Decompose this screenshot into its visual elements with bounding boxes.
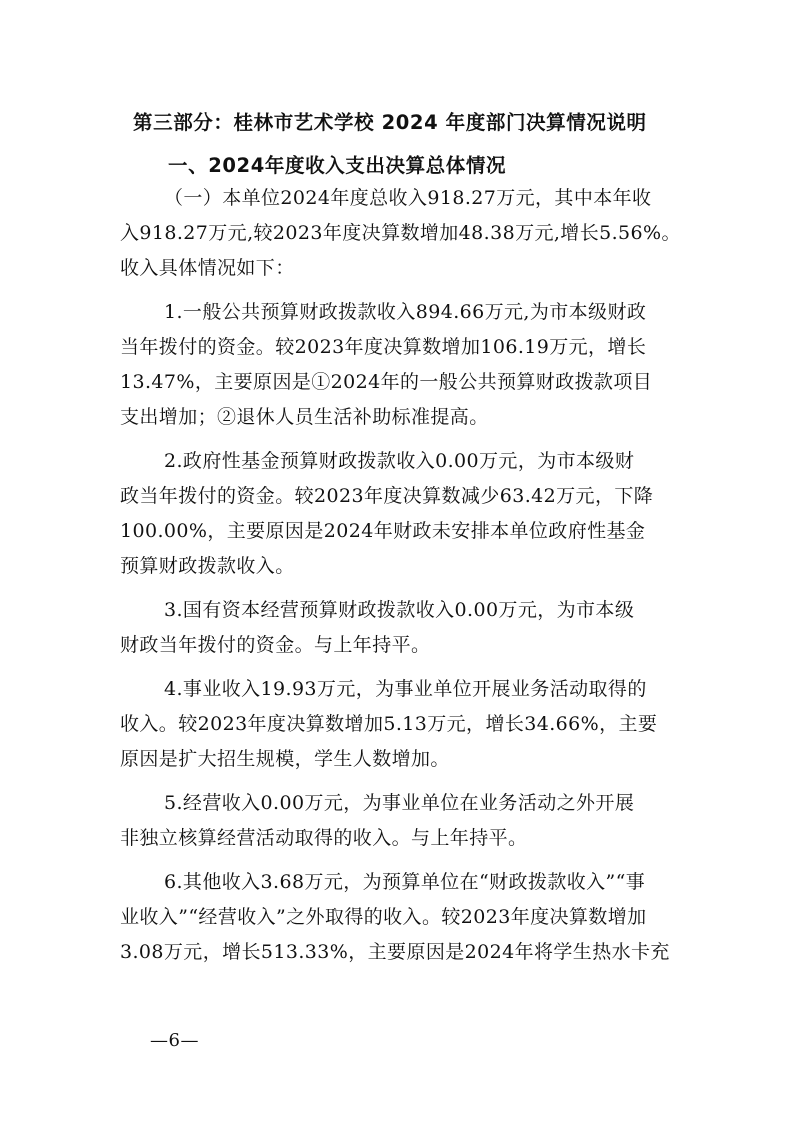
paragraph-line: 4.事业收入19.93万元，为事业单位开展业务活动取得的	[164, 678, 647, 700]
paragraph-line: 3.国有资本经营预算财政拨款收入0.00万元，为市本级	[164, 599, 635, 621]
document-title: 第三部分：桂林市艺术学校 2024 年度部门决算情况说明	[133, 111, 647, 134]
paragraph-line: 6.其他收入3.68万元，为预算单位在“财政拨款收入”“事	[164, 871, 646, 893]
paragraph-line: 收入具体情况如下：	[120, 257, 295, 279]
page-number: —6—	[150, 1030, 199, 1051]
paragraph-line: 当年拨付的资金。较2023年度决算数增加106.19万元，增长	[120, 336, 647, 358]
paragraph-line: 支出增加；②退休人员生活补助标准提高。	[120, 406, 489, 428]
paragraph-6	[120, 786, 690, 856]
paragraph-4	[120, 593, 690, 663]
paragraph-2	[120, 295, 690, 435]
paragraph-3	[120, 444, 690, 584]
paragraph-line: 业收入”“经营收入”之外取得的收入。较2023年度决算数增加	[120, 906, 647, 928]
paragraph-line: 非独立核算经营活动取得的收入。与上年持平。	[120, 827, 528, 849]
paragraph-line: 5.经营收入0.00万元，为事业单位在业务活动之外开展	[164, 792, 635, 814]
paragraph-line: （一）本单位2024年度总收入918.27万元，其中本年收	[164, 187, 652, 209]
paragraph-line: 3.08万元，增长513.33%，主要原因是2024年将学生热水卡充	[120, 941, 670, 963]
paragraph-line: 财政当年拨付的资金。与上年持平。	[120, 634, 431, 656]
paragraph-line: 入918.27万元,较2023年度决算数增加48.38万元,增长5.56%。	[120, 222, 681, 244]
paragraph-line: 13.47%，主要原因是①2024年的一般公共预算财政拨款项目	[120, 371, 653, 393]
paragraph-line: 预算财政拨款收入。	[120, 555, 295, 577]
paragraph-5	[120, 672, 690, 777]
paragraph-line: 原因是扩大招生规模，学生人数增加。	[120, 748, 450, 770]
paragraph-line: 2.政府性基金预算财政拨款收入0.00万元，为市本级财	[164, 450, 635, 472]
paragraph-line: 100.00%，主要原因是2024年财政未安排本单位政府性基金	[120, 520, 646, 542]
paragraph-line: 1.一般公共预算财政拨款收入894.66万元,为市本级财政	[164, 301, 647, 323]
document-body	[120, 181, 690, 979]
section-heading: 一、2024年度收入支出决算总体情况	[168, 154, 507, 177]
paragraph-1	[120, 181, 690, 286]
paragraph-line: 收入。较2023年度决算数增加5.13万元，增长34.66%，主要	[120, 713, 658, 735]
paragraph-7	[120, 865, 690, 970]
paragraph-line: 政当年拨付的资金。较2023年度决算数减少63.42万元，下降	[120, 485, 654, 507]
